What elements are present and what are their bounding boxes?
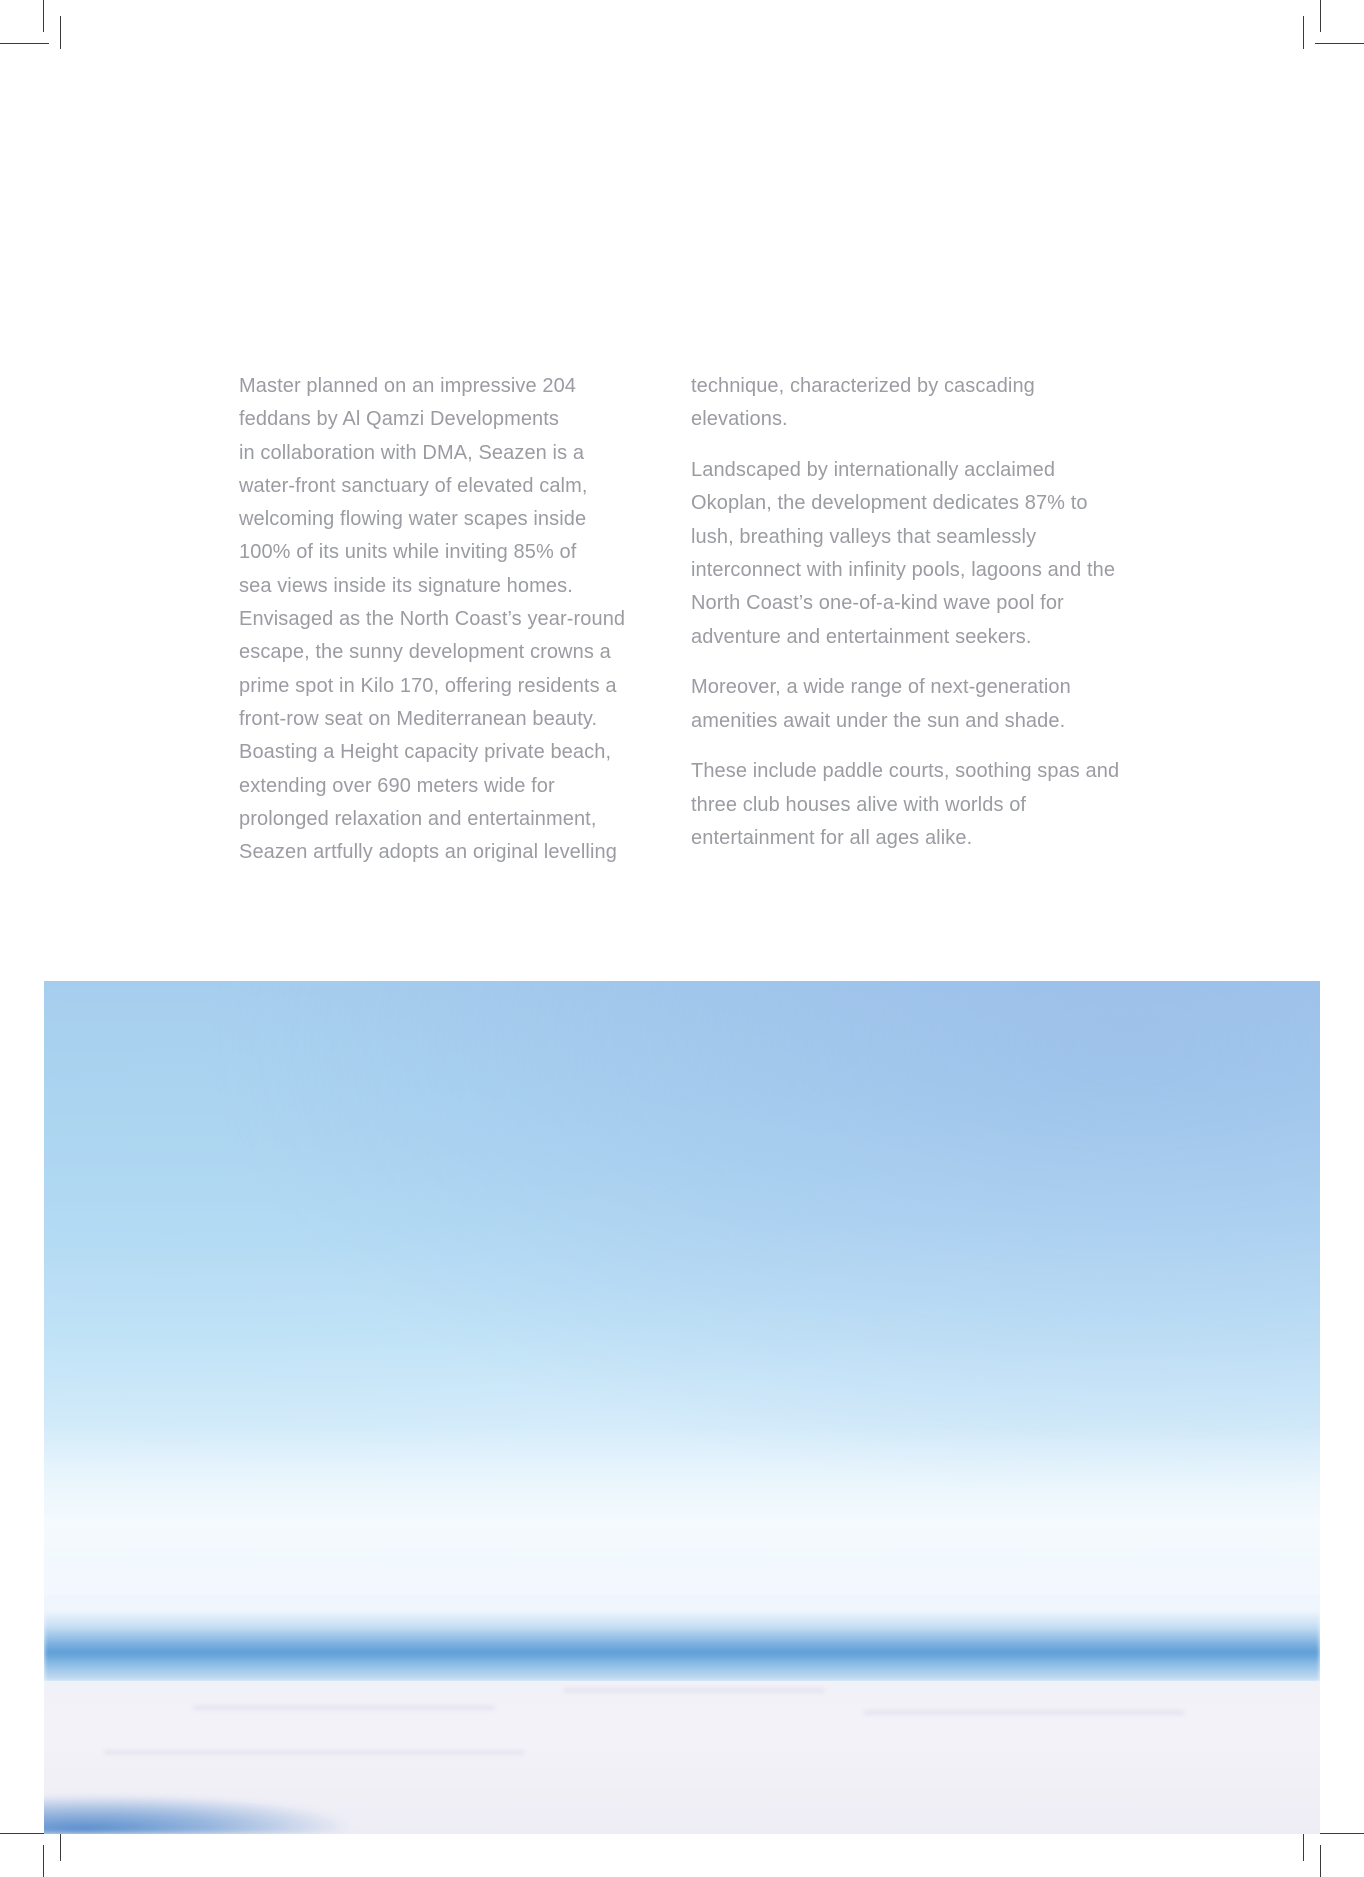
photo-shadow [44,1794,376,1834]
sand-streak [104,1751,524,1754]
left-line-4: water-front sanctuary of elevated calm, [239,474,588,497]
left-line-6: 100% of its units while inviting 85% of [239,541,577,564]
left-line-8: Envisaged as the North Coast’s year-round [239,608,626,631]
article-left-column [239,370,669,869]
left-line-11: front-row seat on Mediterranean beauty. [239,707,598,730]
photo-haze [44,1425,1320,1596]
article-right-column [691,370,1131,873]
left-line-9: escape, the sunny development crowns a [239,641,611,664]
sand-streak [564,1689,824,1692]
left-line-12: Boasting a Height capacity private beach, [239,741,612,764]
right-paragraph-1: technique, characterized by cascading elevations. [691,375,1035,431]
left-line-5: welcoming flowing water scapes inside [239,508,587,531]
right-paragraph-4: These include paddle courts, soothing spas and three club houses alive with worlds of entertainment for all ages alike. [691,760,1120,850]
photo-sea [44,1612,1320,1682]
left-line-10: prime spot in Kilo 170, offering residents a [239,674,617,697]
left-line-15: Seazen artfully adopts an original levelling [239,841,617,864]
left-line-2: feddans by Al Qamzi Developments [239,408,560,431]
right-paragraph-2: Landscaped by internationally acclaimed Okoplan, the development dedicates 87% to lush, breathing valleys that seamlessly interconnect with infinity pools, lagoons and the North Coast’s one-of-a-kind wave pool for adventure and entertainment seekers. [691,459,1116,648]
right-paragraph-3: Moreover, a wide range of next-generation amenities await under the sun and shade. [691,676,1071,732]
sand-streak [194,1706,494,1709]
left-line-14: prolonged relaxation and entertainment, [239,807,597,830]
beach-sea-horizon-photo [44,981,1320,1834]
sand-streak [864,1711,1184,1714]
left-line-7: sea views inside its signature homes. [239,574,573,597]
left-line-1: Master planned on an impressive 204 [239,375,577,397]
left-line-3: in collaboration with DMA, Seazen is a [239,441,585,464]
left-line-13: extending over 690 meters wide for [239,774,555,797]
